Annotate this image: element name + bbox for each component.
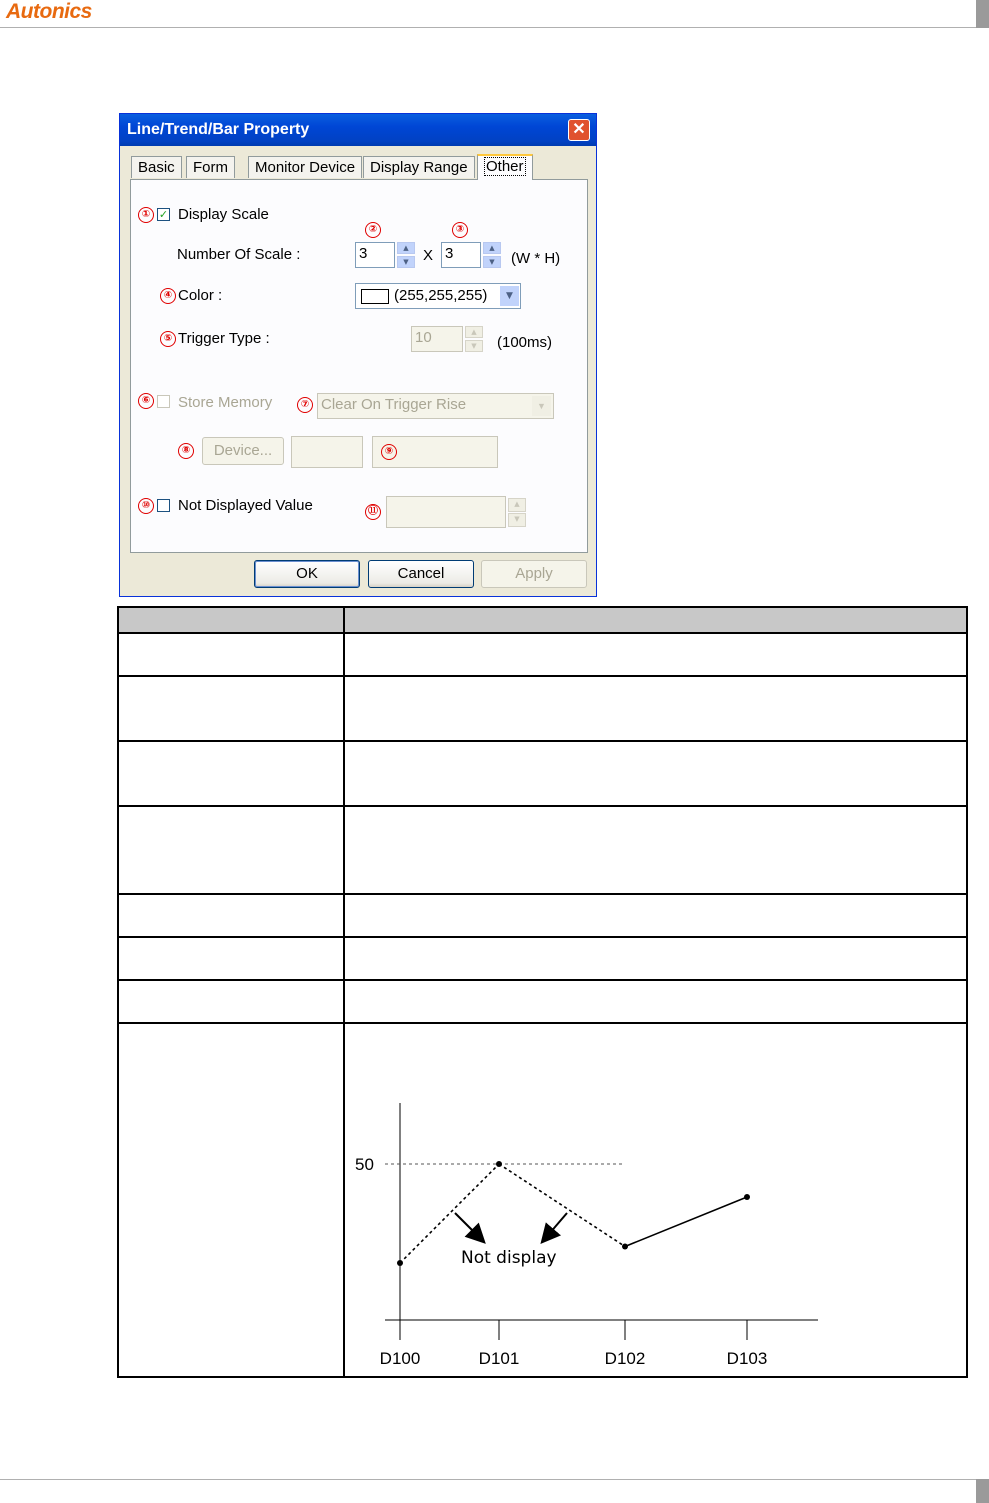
table-cell bbox=[118, 1023, 344, 1377]
trigger-type-input[interactable]: 10 bbox=[411, 326, 463, 352]
trigger-type-unit: (100ms) bbox=[497, 334, 553, 351]
spin-up-icon[interactable]: ▲ bbox=[465, 326, 483, 338]
not-displayed-value-input[interactable] bbox=[386, 496, 506, 528]
table-header-cell bbox=[344, 607, 967, 633]
scale-width-input[interactable]: 3 bbox=[355, 242, 395, 268]
scale-height-input[interactable]: 3 bbox=[441, 242, 481, 268]
scale-unit: (W * H) bbox=[511, 250, 561, 267]
table-cell bbox=[344, 806, 967, 894]
color-select[interactable] bbox=[355, 283, 521, 309]
brand-logo: Autonics bbox=[6, 0, 92, 23]
table-row bbox=[118, 741, 967, 806]
data-point bbox=[622, 1244, 628, 1250]
marker-4: ④ bbox=[160, 288, 176, 304]
table-cell bbox=[118, 633, 344, 676]
store-memory-checkbox[interactable] bbox=[157, 395, 170, 408]
marker-7: ⑦ bbox=[297, 397, 313, 413]
scale-separator: X bbox=[423, 247, 434, 264]
footer-rule bbox=[0, 1479, 976, 1480]
ok-button[interactable]: OK bbox=[254, 560, 360, 588]
table-cell bbox=[118, 894, 344, 937]
annotation-arrow bbox=[543, 1213, 567, 1241]
spin-down-icon[interactable]: ▼ bbox=[483, 256, 501, 268]
footer-mark bbox=[976, 1479, 989, 1503]
not-display-chart bbox=[345, 1095, 835, 1375]
display-scale-checkbox[interactable]: ✓ bbox=[158, 208, 169, 221]
table-cell bbox=[118, 980, 344, 1023]
x-tick-label: D100 bbox=[379, 1349, 421, 1368]
color-swatch bbox=[361, 289, 389, 304]
table-row bbox=[118, 894, 967, 937]
data-point bbox=[744, 1194, 750, 1200]
not-displayed-value-label: Not Displayed Value bbox=[178, 497, 313, 514]
table-row bbox=[118, 676, 967, 741]
table-cell bbox=[344, 633, 967, 676]
trigger-type-label: Trigger Type : bbox=[178, 330, 270, 347]
table-row bbox=[118, 937, 967, 980]
table-cell bbox=[344, 937, 967, 980]
device-address-field[interactable] bbox=[291, 436, 363, 468]
table-cell bbox=[344, 676, 967, 741]
marker-9: ⑨ bbox=[381, 444, 397, 460]
marker-1: ① bbox=[138, 207, 154, 223]
table-header-cell bbox=[118, 607, 344, 633]
not-displayed-value-checkbox[interactable] bbox=[157, 499, 170, 512]
annotation-arrow bbox=[455, 1213, 483, 1241]
y-tick-label: 50 bbox=[355, 1155, 374, 1174]
table-row bbox=[118, 806, 967, 894]
spin-down-icon[interactable]: ▼ bbox=[508, 513, 526, 527]
number-of-scale-label: Number Of Scale : bbox=[177, 246, 301, 263]
series-segment bbox=[499, 1164, 625, 1247]
tab-display-range[interactable]: Display Range bbox=[363, 156, 475, 178]
table-cell bbox=[344, 894, 967, 937]
spin-up-icon[interactable]: ▲ bbox=[508, 498, 526, 512]
property-dialog bbox=[119, 113, 597, 597]
scale-width-spinner[interactable] bbox=[397, 242, 415, 268]
table-cell bbox=[118, 937, 344, 980]
marker-6: ⑥ bbox=[138, 393, 154, 409]
header-mark bbox=[976, 0, 989, 28]
spin-down-icon[interactable]: ▼ bbox=[397, 256, 415, 268]
table-cell bbox=[118, 741, 344, 806]
x-tick-label: D102 bbox=[604, 1349, 646, 1368]
cancel-button[interactable]: Cancel bbox=[368, 560, 474, 588]
table-row bbox=[118, 633, 967, 676]
spin-up-icon[interactable]: ▲ bbox=[483, 242, 501, 254]
table-header-row bbox=[118, 607, 967, 633]
tab-basic[interactable]: Basic bbox=[131, 156, 182, 178]
close-icon: ✕ bbox=[572, 121, 586, 138]
scale-height-spinner[interactable] bbox=[483, 242, 501, 268]
close-button[interactable] bbox=[568, 119, 590, 141]
trigger-type-spinner[interactable] bbox=[465, 326, 483, 352]
store-memory-mode-value: Clear On Trigger Rise bbox=[321, 396, 467, 413]
dialog-titlebar[interactable] bbox=[120, 114, 596, 146]
spin-down-icon[interactable]: ▼ bbox=[465, 340, 483, 352]
chevron-down-icon[interactable]: ▼ bbox=[532, 396, 551, 416]
marker-2: ② bbox=[365, 222, 381, 238]
annotation-label: Not display bbox=[461, 1248, 557, 1268]
marker-5: ⑤ bbox=[160, 331, 176, 347]
table-cell bbox=[118, 676, 344, 741]
marker-3: ③ bbox=[452, 222, 468, 238]
apply-button[interactable]: Apply bbox=[481, 560, 587, 588]
x-tick-label: D101 bbox=[478, 1349, 520, 1368]
table-cell bbox=[344, 980, 967, 1023]
display-scale-label: Display Scale bbox=[178, 206, 269, 223]
table-row bbox=[118, 980, 967, 1023]
tab-other-label: Other bbox=[486, 158, 524, 175]
header-rule bbox=[0, 27, 976, 28]
table-cell bbox=[118, 806, 344, 894]
tab-form[interactable]: Form bbox=[186, 156, 235, 178]
table-cell bbox=[344, 741, 967, 806]
dialog-title: Line/Trend/Bar Property bbox=[127, 121, 310, 138]
color-label: Color : bbox=[178, 287, 223, 304]
marker-8: ⑧ bbox=[178, 443, 194, 459]
tab-monitor-device[interactable]: Monitor Device bbox=[248, 156, 362, 178]
data-point bbox=[496, 1161, 502, 1167]
marker-10: ⑩ bbox=[138, 498, 154, 514]
data-point bbox=[397, 1260, 403, 1266]
color-value: (255,255,255) bbox=[394, 287, 488, 304]
marker-11: ⑪ bbox=[365, 504, 381, 520]
x-tick-label: D103 bbox=[726, 1349, 768, 1368]
store-memory-mode-select[interactable] bbox=[317, 393, 554, 419]
series-segment bbox=[625, 1197, 747, 1247]
not-displayed-value-spinner[interactable] bbox=[508, 498, 526, 528]
chevron-down-icon[interactable]: ▼ bbox=[500, 286, 519, 306]
tab-other[interactable] bbox=[477, 154, 533, 180]
device-button[interactable]: Device... bbox=[202, 437, 284, 465]
store-memory-label: Store Memory bbox=[178, 394, 273, 411]
spin-up-icon[interactable]: ▲ bbox=[397, 242, 415, 254]
